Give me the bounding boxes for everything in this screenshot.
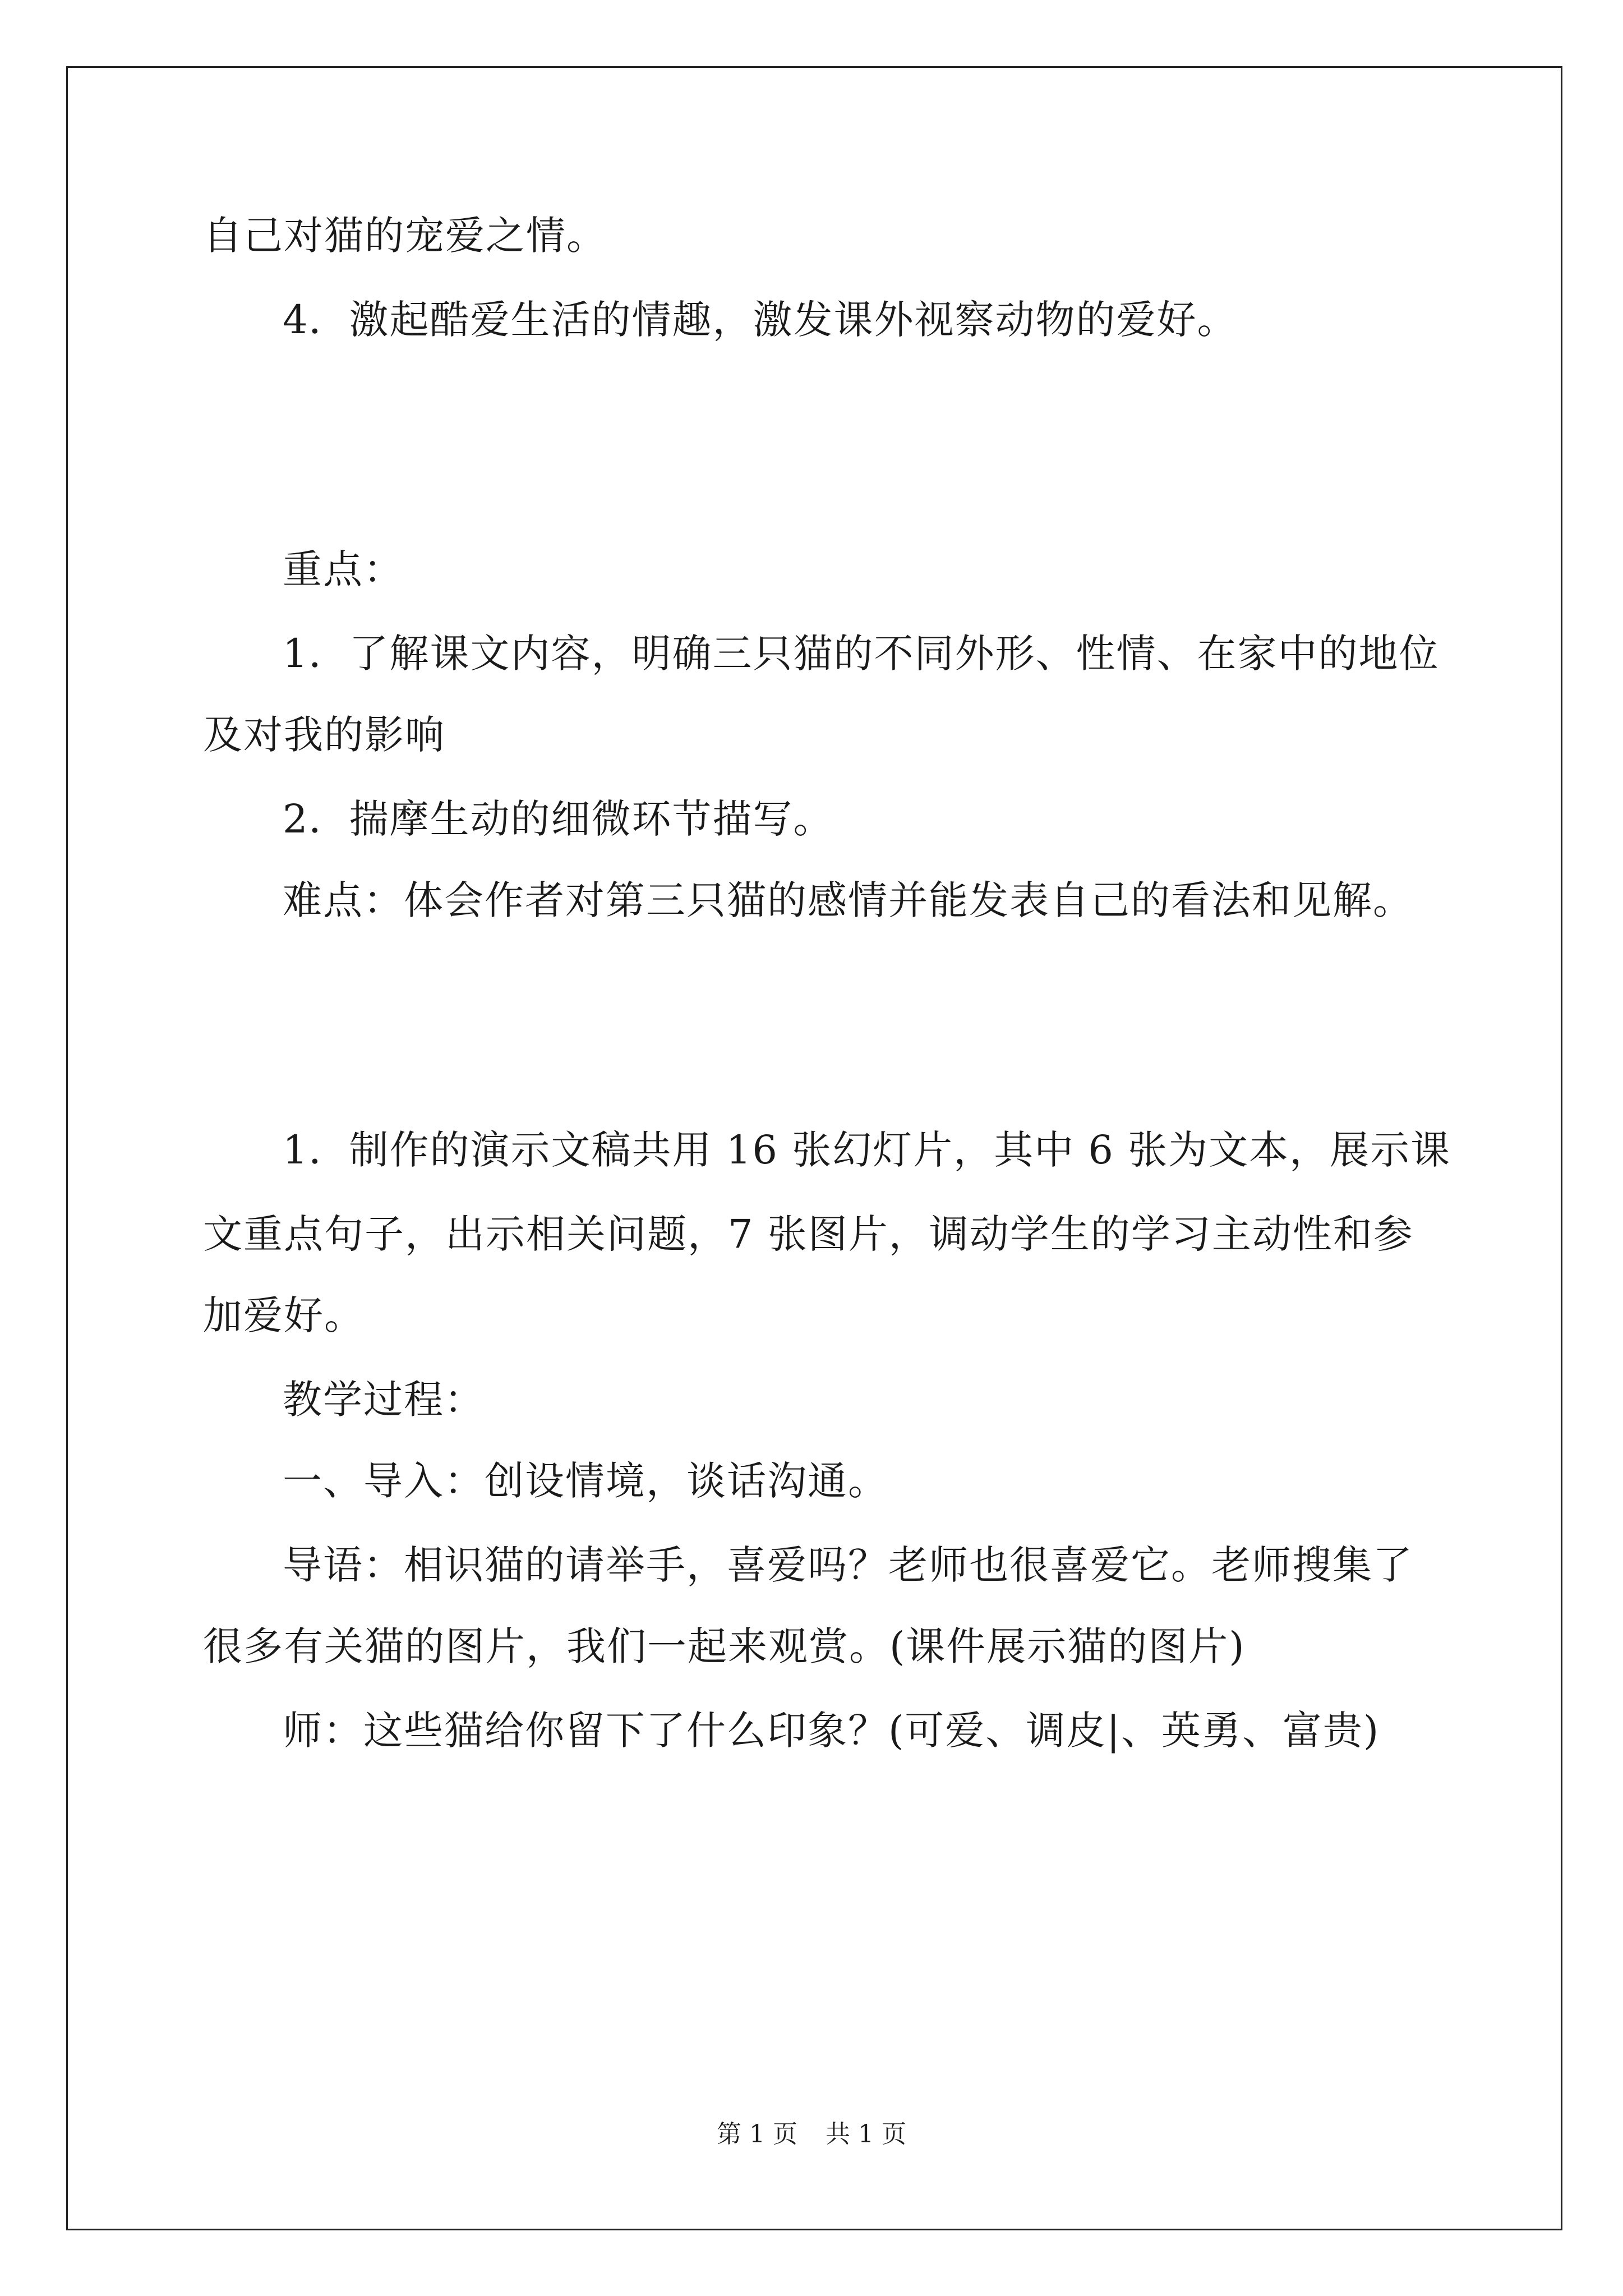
text-line: 1．制作的演示文稿共用 16 张幻灯片，其中 6 张为文本，展示课 [283, 1127, 1451, 1173]
page-total: 共 1 页 [826, 2120, 906, 2148]
text-line: 师：这些猫给你留下了什么印象？(可爱、调皮|、英勇、富贵) [283, 1708, 1380, 1754]
text-line: 文重点句子，出示相关问题，7 张图片，调动学生的学习主动性和参 [203, 1211, 1414, 1257]
text-line: 一、导入：创设情境，谈话沟通。 [283, 1458, 888, 1504]
text-line: 自己对猫的宠爱之情。 [203, 213, 607, 259]
text-line: 难点：体会作者对第三只猫的感情并能发表自己的看法和见解。 [283, 877, 1413, 923]
section-heading: 重点： [283, 546, 404, 592]
text-line: 4．激起酷爱生活的情趣，激发课外视察动物的爱好。 [283, 297, 1238, 343]
text-line: 1．了解课文内容，明确三只猫的不同外形、性情、在家中的地位 [283, 631, 1440, 677]
text-line: 2．揣摩生动的细微环节描写。 [283, 796, 834, 842]
text-line: 导语：相识猫的请举手，喜爱吗？老师也很喜爱它。老师搜集了 [283, 1542, 1413, 1588]
section-heading: 教学过程： [283, 1377, 485, 1423]
text-line: 很多有关猫的图片，我们一起来观赏。(课件展示猫的图片) [203, 1623, 1246, 1669]
text-line: 及对我的影响 [203, 712, 445, 758]
page-footer [0, 2118, 1623, 2151]
text-line: 加爱好。 [203, 1292, 365, 1338]
page-number: 第 1 页 [717, 2120, 797, 2148]
